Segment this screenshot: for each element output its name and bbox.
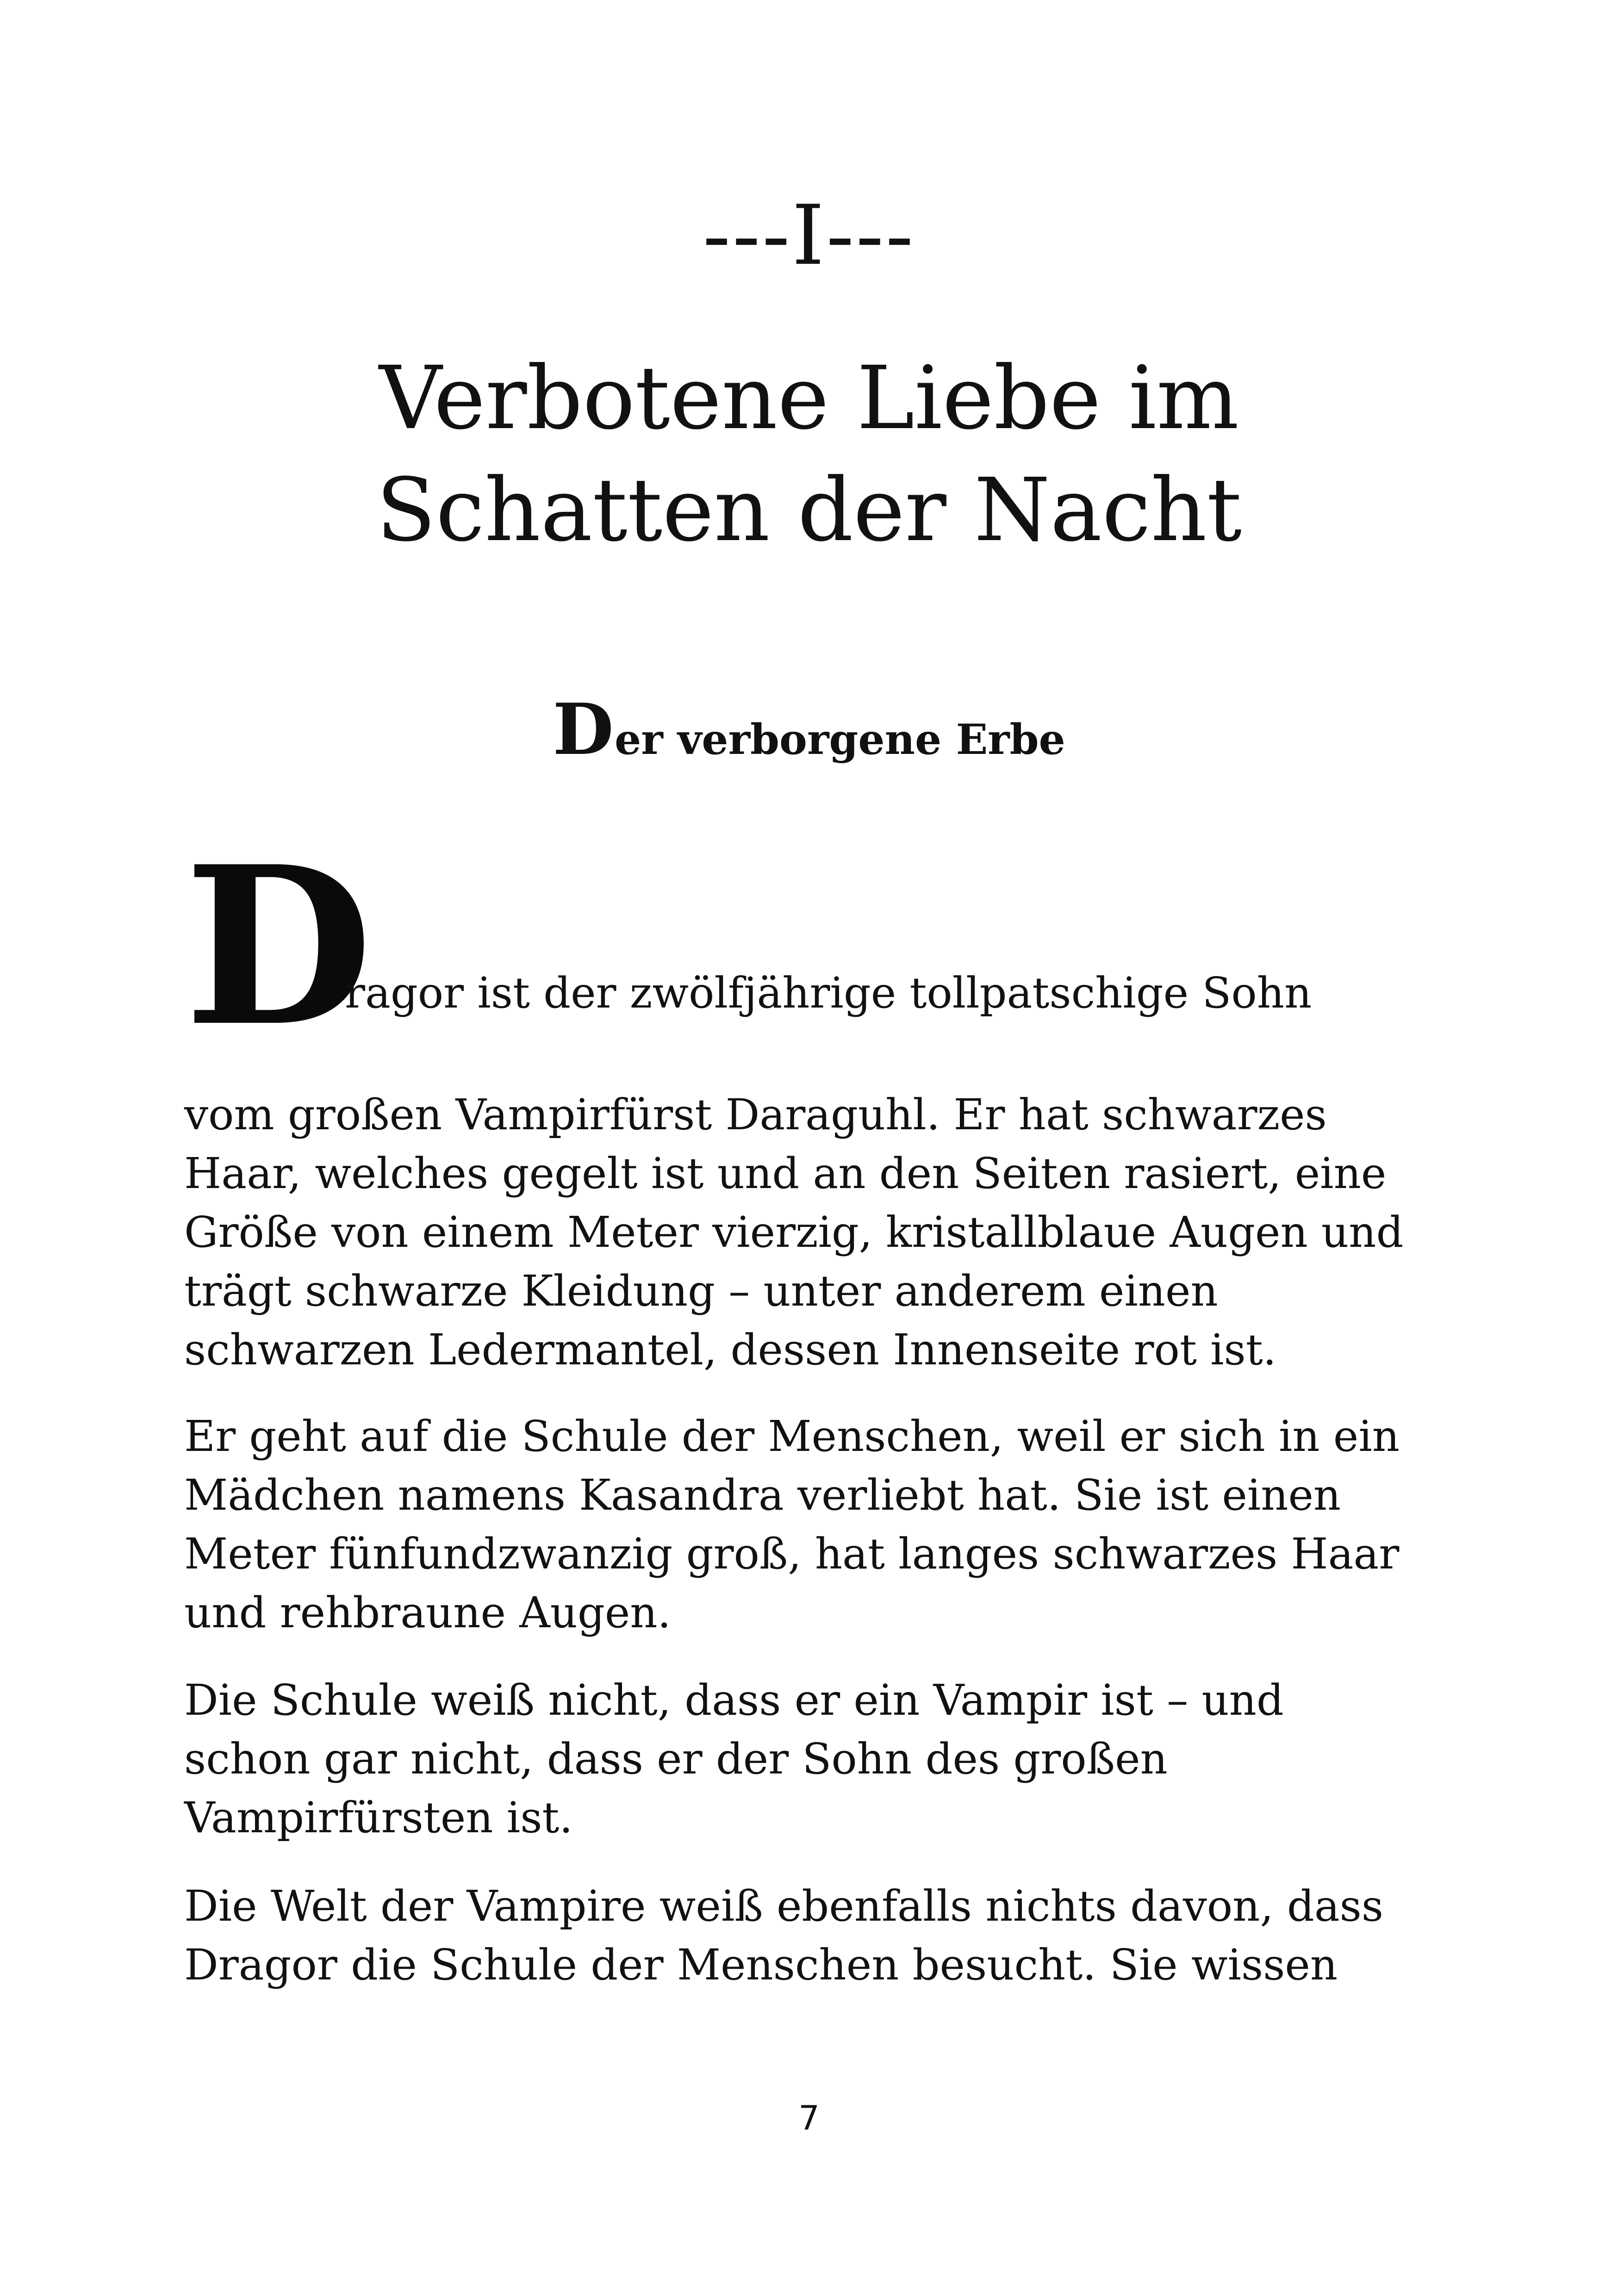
- page-number: 7: [798, 2098, 820, 2137]
- text-line: vom großen Vampirfürst Daraguhl. Er hat schwarzes: [184, 1090, 1327, 1139]
- first-line: ragor ist der zwölfjährige tollpatschige Sohn: [345, 968, 1312, 1018]
- text-line: Die Schule weiß nicht, dass er ein Vampir ist – und: [184, 1675, 1284, 1725]
- text-line: Größe von einem Meter vierzig, kristallblaue Augen und: [184, 1207, 1404, 1257]
- text-line: Meter fünfundzwanzig groß, hat langes schwarzes Haar: [184, 1529, 1400, 1579]
- paragraph: [184, 1407, 1452, 1642]
- text-line: und rehbraune Augen.: [184, 1588, 671, 1637]
- paragraph: [184, 1085, 1452, 1379]
- text-line: Die Welt der Vampire weiß ebenfalls nichts davon, dass: [184, 1881, 1384, 1931]
- section-heading-initial: D: [553, 688, 615, 771]
- chapter-number: ---I---: [703, 187, 915, 283]
- text-line: schon gar nicht, dass er der Sohn des großen: [184, 1734, 1168, 1784]
- text-line: Er geht auf die Schule der Menschen, weil er sich in ein: [184, 1412, 1400, 1461]
- paragraph: [184, 1671, 1452, 1847]
- paragraph: [184, 1877, 1452, 1994]
- drop-cap: D: [184, 819, 373, 1074]
- chapter-title-line: Verbotene Liebe im: [379, 348, 1239, 449]
- text-line: Haar, welches gegelt ist und an den Seiten rasiert, eine: [184, 1149, 1387, 1198]
- text-line: Vampirfürsten ist.: [184, 1793, 573, 1842]
- chapter-title: [0, 342, 1618, 566]
- text-line: trägt schwarze Kleidung – unter anderem einen: [184, 1266, 1218, 1316]
- text-line: Mädchen namens Kasandra verliebt hat. Sie ist einen: [184, 1470, 1341, 1520]
- text-line: Dragor die Schule der Menschen besucht. Sie wissen: [184, 1940, 1338, 1990]
- text-line: schwarzen Ledermantel, dessen Innenseite rot ist.: [184, 1325, 1276, 1375]
- section-heading-rest: er verborgene Erbe: [615, 715, 1065, 764]
- chapter-title-line: Schatten der Nacht: [376, 460, 1242, 561]
- section-heading: [0, 688, 1618, 771]
